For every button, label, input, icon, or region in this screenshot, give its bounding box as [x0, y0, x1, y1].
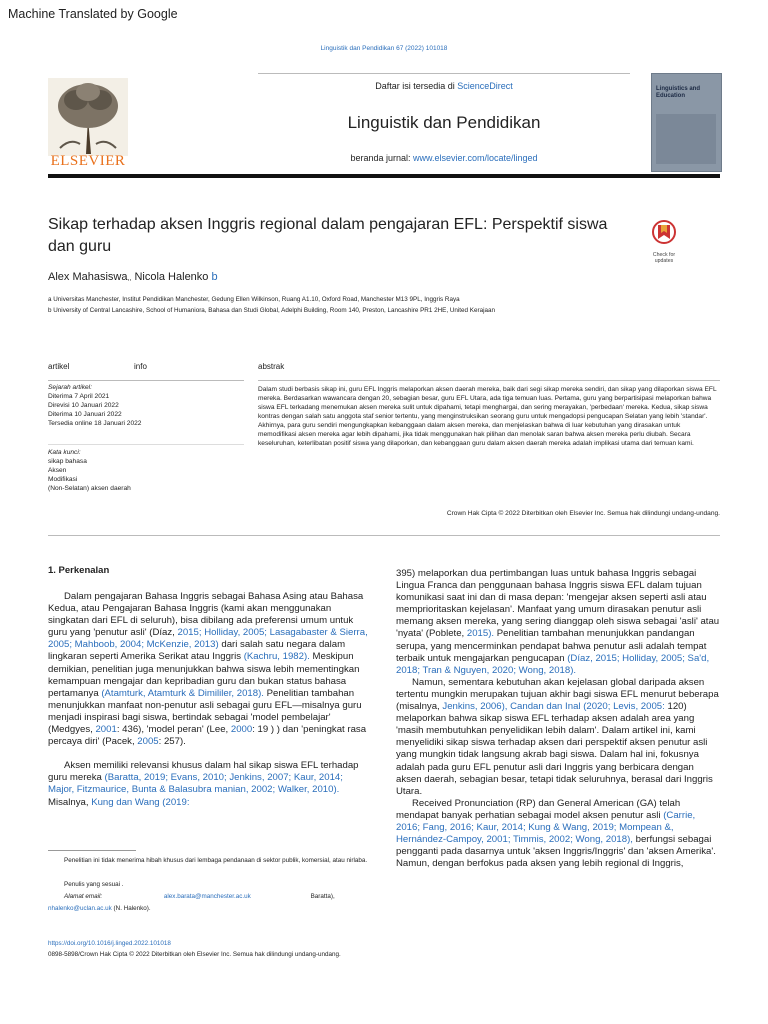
- publisher-name: ELSEVIER: [50, 153, 126, 169]
- abstract-divider: [258, 380, 720, 381]
- check-updates-label: Check for updates: [652, 252, 676, 264]
- text-run: 395) melaporkan dua pertimbangan luas untuk bahasa Inggris sebagai Lingua Franca dan penggunaan bahasa Inggris siswa EFL dalam tujuan komunikasi saat ini dan di masa depan: 'mengejar aksen seperti asli atau memprioritaskan kejelasan'. Manfaat yang umum dirasakan penutur asli memang aksen mereka, yang sering dianggap oleh siswa sebagai 'asli' atau 'nyata' (Poblete,: [396, 568, 720, 640]
- check-for-updates-badge[interactable]: [645, 219, 683, 264]
- abstract-end-rule: [48, 535, 720, 536]
- history-item: Diterima 7 April 2021: [48, 393, 110, 400]
- author-1-marks: ,,: [127, 275, 132, 282]
- email-owner-1: Baratta),: [310, 893, 335, 900]
- homepage-link[interactable]: www.elsevier.com/locate/linged: [412, 153, 538, 163]
- footnote-corresponding: Penulis yang sesuai .: [64, 881, 124, 888]
- body-column-right: [396, 568, 720, 870]
- author-1[interactable]: Alex Mahasiswa: [48, 271, 128, 283]
- cover-graphic: [656, 114, 716, 164]
- text-run: 120) melaporkan bahwa sikap siswa EFL terhadap aksen adalah area yang 'masih membutuhkan penyelidikan lebih dalam'. Dalam artikel ini, kami menyelidiki sikap siswa terhadap aksen dari perspektif aksen penutur asli yang mungkin tidak langsung akrab bagi siswa. Dalam hal ini, fokusnya adalah pada guru EFL penutur asli dari Inggris yang berbicara dengan aksen daerah, sebagian besar, tetapi tidak seluruhnya, berasal dari Inggris Utara.: [396, 701, 713, 797]
- text-run: Meskipun demikian, penelitian juga menunjukkan bahwa siswa lebih mementingkan kemampuan mengajar dan kepribadian guru dan bukan status bahasa pertamanya: [48, 651, 360, 699]
- text-run: : 257).: [158, 736, 186, 748]
- abstract-text: Dalam studi berbasis sikap ini, guru EFL Inggris melaporkan aksen daerah mereka, baik dari segi sikap mereka sendiri, dan sikap yang dilaporkan siswa EFL mereka. Berdasarkan wawancara dengan 20, sebagian besar, guru EFL Utara, ada tiga temuan luas. Pertama, guru yang berpartisipasi melaporkan bahwa siswa EFL terkadang menemukan aksen mereka sulit untuk dipahami, tetapi menghargai, dan sering merayakan, 'perbedaan' mereka. Kedua, sikap siswa kontras dengan salah satu anggota staf senior tertentu, yang menginstruksikan seorang guru untuk mengadopsi pengucapan Selatan yang lebih 'standar'. Akhirnya, para guru sendiri mengungkapkan kebanggaan dalam aksen mereka, dan menjelaskan bahwa di luar kebutuhan yang dirasakan untuk memodifikasi aksen mereka agar lebih dipahami, jika tidak menggunakan hak pilihan dan menolak saran bahwa aksen mereka perlu diubah. Secara keseluruhan, keterlibatan positif siswa yang dilaporkan, dan kebanggaan guru dalam aksen daerah mereka adalah implikasi utama dari temuan kami.: [258, 386, 717, 447]
- text-run: Penelitian tambahan menunjukkan manfaat non-penutur asli sebagai guru EFL—misalnya guru menjadi inspirasi bagi siswa, bertindak sebagai 'model pembelajar' (Medgyes,: [48, 687, 362, 736]
- keywords-label: Kata kunci:: [48, 449, 81, 456]
- text-run: dari salah satu negara dalam lingkaran seperti Amerika Serikat atau Inggris: [48, 639, 346, 663]
- history-item: Tersedia online 18 Januari 2022: [48, 420, 142, 427]
- keyword-item: (Non-Selatan) aksen daerah: [48, 485, 131, 492]
- paragraph: [396, 798, 720, 871]
- affiliation-a: a Universitas Manchester, Institut Pendidikan Manchester, Gedung Ellen Wilkinson, Ruang A1.10, Oxford Road, Manchester M13 9PL, Inggris Raya: [48, 296, 460, 303]
- email-label: Alamat email:: [64, 893, 103, 900]
- footnote-rule: [48, 850, 136, 851]
- citation-link[interactable]: Jenkins, 2006), Candan dan Inal (2020; Levis, 2005:: [442, 701, 665, 713]
- paragraph: [396, 677, 720, 798]
- citation-link[interactable]: (Carrie, 2016; Fang, 2016; Kaur, 2014; Kung & Wang, 2019; Mompean &, Hernández-Campoy, 2001; Timmis, 2002; Wong, 2018),: [396, 809, 696, 846]
- text-run: Misalnya,: [48, 796, 92, 808]
- citation-link[interactable]: 2000: [230, 724, 253, 736]
- email-link-2[interactable]: nhalenko@uclan.ac.uk: [48, 905, 112, 912]
- citation-link[interactable]: 2015).: [466, 628, 495, 640]
- article-info-heading-1: artikel: [48, 362, 70, 371]
- article-history: [48, 383, 244, 428]
- footnote-funding: Penelitian ini tidak menerima hibah khusus dari lembaga pendanaan di sektor publik, komersial, atau nirlaba.: [64, 857, 368, 864]
- history-label: Sejarah artikel:: [48, 384, 92, 391]
- homepage-prefix: beranda jurnal:: [350, 153, 413, 163]
- citation-link[interactable]: (Kachru, 1982).: [243, 651, 310, 663]
- footnote-email-2: [48, 905, 370, 914]
- text-run: Aksen memiliki relevansi khusus dalam hal sikap siswa EFL terhadap guru mereka: [48, 760, 359, 784]
- citation-link[interactable]: (Díaz, 2015; Holliday, 2005; Sa'd, 2018; Tran & Nguyen, 2020; Wong, 2018).: [396, 652, 710, 676]
- history-divider: [48, 444, 244, 445]
- footnote-email: [48, 893, 370, 902]
- text-run: : 19 ) ) dan 'peningkat rasa percaya diri' (Pacek,: [48, 724, 367, 748]
- citation-link[interactable]: (Baratta, 2019; Evans, 2010; Jenkins, 2007; Kaur, 2014; Major, Fitzmaurice, Bunta & Balasubra manian, 2002; Walker, 2010).: [48, 772, 343, 796]
- contents-available: [258, 81, 630, 91]
- article-title: Sikap terhadap aksen Inggris regional dalam pengajaran EFL: Perspektif siswa dan guru: [48, 216, 608, 255]
- text-run: Penelitian tambahan menunjukkan pandangan serupa, yang mencerminkan pendapat bahwa penutur asli adalah tempat terbaik untuk mengajarkan pengucapan: [396, 628, 707, 664]
- text-run: Namun, sementara kebutuhan akan kejelasan global daripada aksen tertentu mungkin merupakan tujuan akhir bagi siswa EFL menurut beberapa (misalnya,: [396, 676, 719, 713]
- tree-icon: [48, 78, 128, 156]
- paragraph: [48, 760, 370, 808]
- journal-homepage: [258, 153, 630, 163]
- abstract-copyright: Crown Hak Cipta © 2022 Diterbitkan oleh Elsevier Inc. Semua hak dilindungi undang-undang.: [446, 510, 720, 517]
- history-item: Direvisi 10 Januari 2022: [48, 402, 119, 409]
- doi-link[interactable]: https://doi.org/10.1016/j.linged.2022.101018: [48, 940, 171, 947]
- section-heading: 1. Perkenalan: [48, 565, 110, 576]
- keyword-item: sikap bahasa: [48, 458, 87, 465]
- machine-translation-banner: Machine Translated by Google: [8, 7, 178, 21]
- email-owner-2: (N. Halenko).: [111, 905, 151, 912]
- sciencedirect-link[interactable]: ScienceDirect: [457, 81, 513, 91]
- text-run: Received Pronunciation (RP) dan General American (GA) telah mendapat banyak perhatian sebagai model aksen penutur asli: [396, 797, 681, 821]
- paragraph: [396, 568, 720, 677]
- keyword-item: Aksen: [48, 467, 67, 474]
- cover-title: Linguistics and Education: [656, 86, 701, 99]
- text-run: berfungsi sebagai pengganti pada dasarnya untuk 'aksen Inggris/Inggris' dan 'aksen Amerika'. Namun, dengan berfokus pada aksen yang lebih regional di Inggris,: [396, 834, 716, 870]
- citation-link[interactable]: 2001: [95, 724, 117, 736]
- text-run: Dalam pengajaran Bahasa Inggris sebagai Bahasa Asing atau Bahasa Kedua, atau Pengajaran Bahasa Inggris (kami akan menggunakan singkatan dari EFL di seluruh), bisa dibilang ada preferensi umum untuk guru yang 'penutur asli' (Díaz,: [48, 591, 364, 639]
- text-run: : 436), 'model peran' (Lee,: [116, 724, 231, 736]
- citation-link[interactable]: 2005: [137, 736, 159, 748]
- author-2[interactable]: Nicola Halenko: [134, 271, 209, 283]
- article-info-heading-2: info: [134, 362, 147, 371]
- affiliation-b: b University of Central Lancashire, School of Humaniora, Bahasa dan Studi Global, Adelphi Building, Room 140, Preston, Lancashire PR1 2HE, United Kerajaan: [48, 307, 495, 314]
- issn-copyright: 0898-5898/Crown Hak Cipta © 2022 Diterbitkan oleh Elsevier Inc. Semua hak dilindungi undang-undang.: [48, 951, 341, 958]
- paragraph: [48, 591, 370, 748]
- header-divider: [258, 73, 630, 74]
- citation-link[interactable]: (Atamturk, Atamturk & Dimililer, 2018).: [101, 687, 264, 699]
- keywords: [48, 448, 244, 493]
- body-column-left: [48, 591, 370, 809]
- citation-link[interactable]: 2015; Holliday, 2005; Lasagabaster & Sierra, 2005; Mahboob, 2004; McKenzie, 2013): [48, 627, 368, 651]
- email-link-1[interactable]: alex.barata@manchester.ac.uk: [163, 893, 251, 900]
- header-thick-rule: [48, 174, 720, 178]
- journal-reference-link[interactable]: Linguistik dan Pendidikan 67 (2022) 101018: [320, 45, 448, 52]
- journal-cover-image[interactable]: [651, 73, 722, 172]
- author-2-affil-mark[interactable]: b: [211, 271, 218, 283]
- citation-link[interactable]: Kung dan Wang (2019:: [91, 796, 190, 808]
- keyword-item: Modifikasi: [48, 476, 78, 483]
- history-item: Diterima 10 Januari 2022: [48, 411, 122, 418]
- abstract-heading: abstrak: [258, 362, 285, 371]
- info-divider: [48, 380, 244, 381]
- contents-prefix: Daftar isi tersedia di: [375, 81, 458, 91]
- author-list: [48, 271, 218, 283]
- journal-title: Linguistik dan Pendidikan: [347, 113, 541, 132]
- bookmark-icon: [645, 219, 683, 247]
